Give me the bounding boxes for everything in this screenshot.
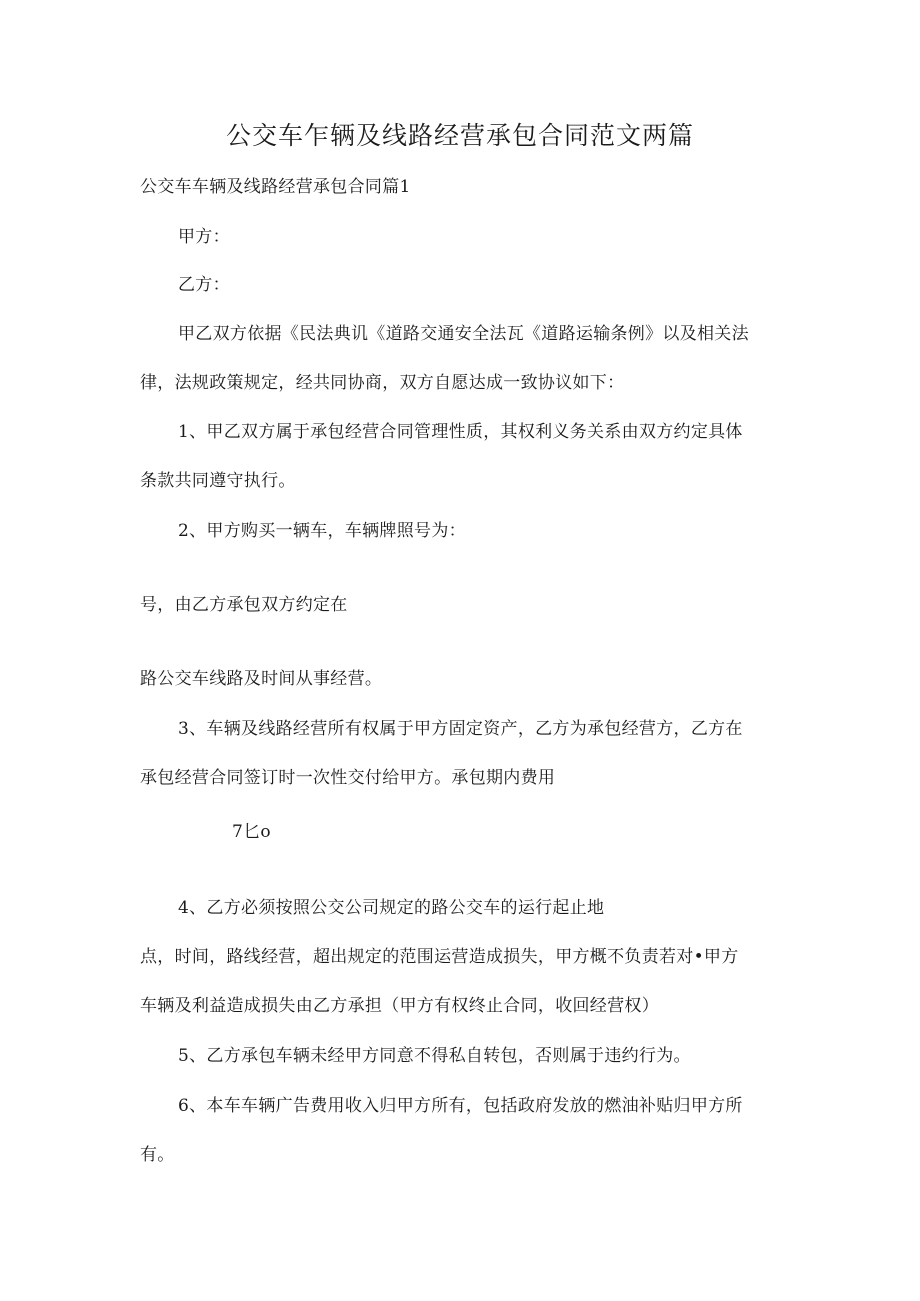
clause-4-line-1: 4、乙方必须按照公交公司规定的路公交车的运行起止地 [178,898,605,918]
clause-2-line-1: 2、甲方购买一辆车，车辆牌照号为： [178,521,466,541]
clause-3-line-3: 7匕o [232,822,271,842]
clause-1-line-1: 1、甲乙双方属于承包经营合同管理性质，其权利义务关系由双方约定具体 [178,422,743,442]
clause-6-line-1: 6、本车车辆广告费用收入归甲方所有，包括政府发放的燃油补贴归甲方所 [178,1096,743,1116]
intro-line-2: 律，法规政策规定，经共同协商，双方自愿达成一致协议如下： [140,373,625,393]
intro-line-1: 甲乙双方依据《民法典讥《道路交通安全法瓦《道路运输条例》以及相关法 [178,324,749,344]
clause-2-line-2: 号，由乙方承包双方约定在 [140,595,348,615]
clause-3-line-1: 3、车辆及线路经营所有权属于甲方固定资产，乙方为承包经营方，乙方在 [178,719,743,739]
section-heading: 公交车车辆及线路经营承包合同篇1 [140,177,411,197]
clause-5-line-1: 5、乙方承包车辆未经甲方同意不得私自转包，否则属于违约行为。 [178,1046,691,1066]
party-b-label: 乙方： [178,275,230,295]
clause-3-line-2: 承包经营合同签订时一次性交付给甲方。承包期内费用 [140,768,556,788]
clause-4-line-2: 点，时间，路线经营，超出规定的范围运营造成损失，甲方概不负责若对•甲方 [140,947,739,967]
clause-6-line-2: 有。 [140,1145,175,1165]
clause-1-line-2: 条款共同遵守执行。 [140,471,296,491]
party-a-label: 甲方： [178,227,230,247]
clause-4-line-3: 车辆及利益造成损失由乙方承担（甲方有权终止合同，收回经营权） [140,996,659,1016]
document-title: 公交车乍辆及线路经营承包合同范文两篇 [225,121,694,150]
clause-2-line-3: 路公交车线路及时间从事经营。 [140,669,383,689]
